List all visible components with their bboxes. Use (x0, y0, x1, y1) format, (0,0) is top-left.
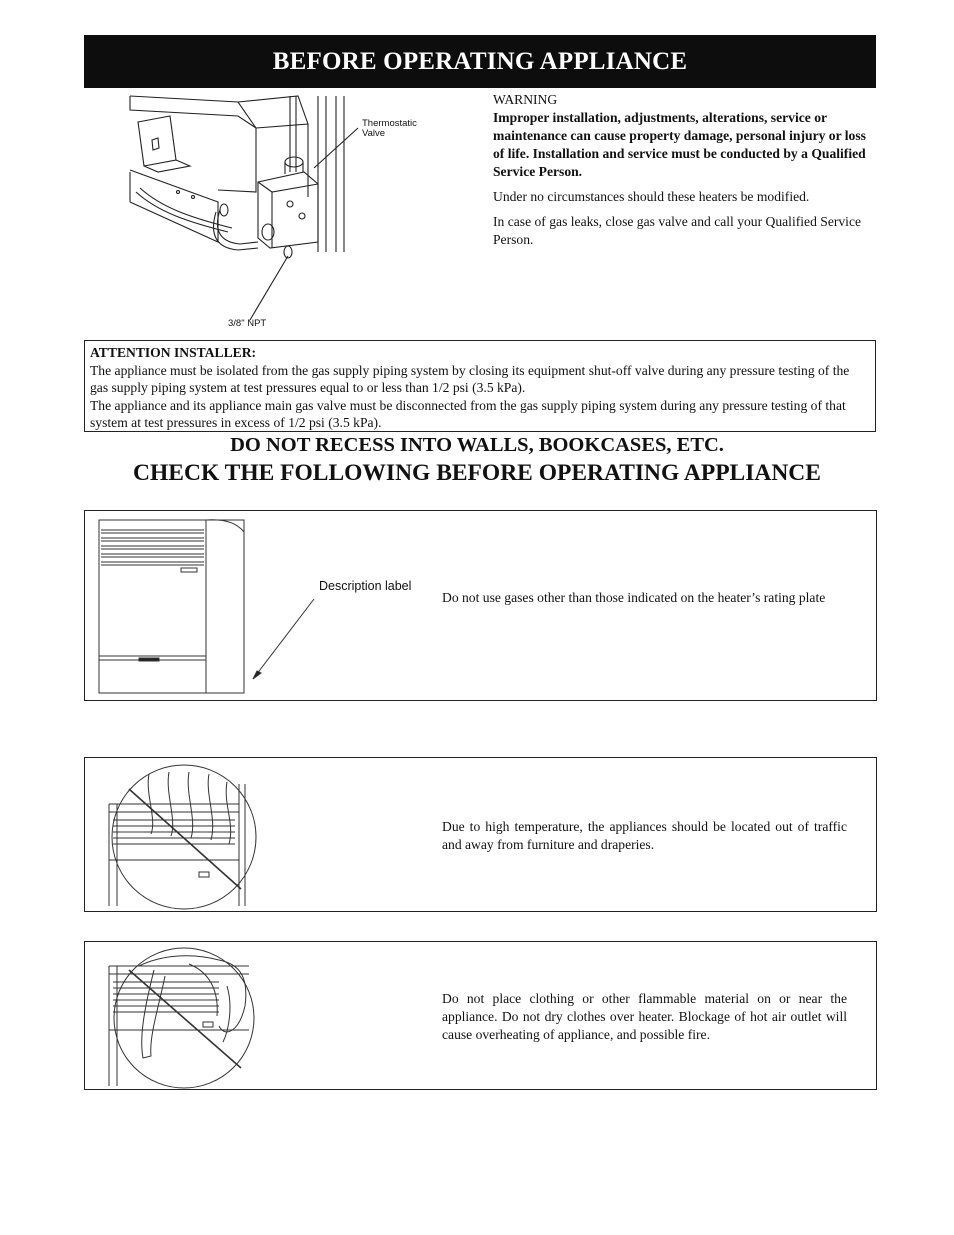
panel-3-text: Do not place clothing or other flammable material on or near the appliance. Do not dry clothes over heater. Blockage of hot air outlet will cause overheating of appliance, and possible fire. (442, 991, 847, 1042)
panel-location-warning (84, 757, 877, 912)
warning-paragraph-modify: Under no circumstances should these heaters be modified. (493, 189, 810, 204)
panel-1-text: Do not use gases other than those indicated on the heater’s rating plate (442, 590, 826, 605)
description-label-callout: Description label (319, 579, 412, 593)
warning-block (493, 91, 878, 256)
thermostatic-valve-illustration (118, 92, 458, 332)
heater-front-drawing (93, 518, 423, 698)
page-title-banner (84, 35, 876, 88)
panel-2-text: Due to high temperature, the appliances should be located out of traffic and away from furniture and draperies. (442, 819, 847, 852)
recess-heading: DO NOT RECESS INTO WALLS, BOOKCASES, ETC. (230, 434, 724, 456)
furniture-prohibited-drawing (99, 764, 269, 912)
warning-bold-text: Improper installation, adjustments, alterations, service or maintenance can cause property damage, personal injury or loss of life. Installation and service must be conducted by a Qualified Service Person. (493, 110, 866, 179)
valve-label-line1: Thermostatic (362, 118, 417, 129)
attention-installer-box (84, 340, 876, 432)
panel-clothing-warning (84, 941, 877, 1090)
panel-description-label (84, 510, 877, 701)
clothing-prohibited-drawing (99, 946, 269, 1090)
warning-title: WARNING (493, 92, 558, 107)
thermostatic-valve-label (362, 119, 417, 139)
attention-paragraph-2: The appliance and its appliance main gas valve must be disconnected from the gas supply piping system during any pressure testing of that system at test pressures in excess of 1/2 psi (3.5 kPa). (90, 397, 846, 430)
attention-paragraph-1: The appliance must be isolated from the gas supply piping system by closing its equipment shut-off valve during any pressure testing of the gas supply piping system at test pressures equal to or less than 1/2 psi (3.5 kPa). (90, 362, 850, 395)
page-title: BEFORE OPERATING APPLIANCE (272, 47, 688, 75)
attention-title: ATTENTION INSTALLER: (90, 345, 257, 360)
valve-label-line2: Valve (362, 128, 386, 139)
warning-paragraph-gas-leaks: In case of gas leaks, close gas valve and call your Qualified Service Person. (493, 214, 862, 247)
check-heading: CHECK THE FOLLOWING BEFORE OPERATING APPLIANCE (133, 460, 821, 486)
npt-label: 3/8" NPT (228, 318, 267, 329)
